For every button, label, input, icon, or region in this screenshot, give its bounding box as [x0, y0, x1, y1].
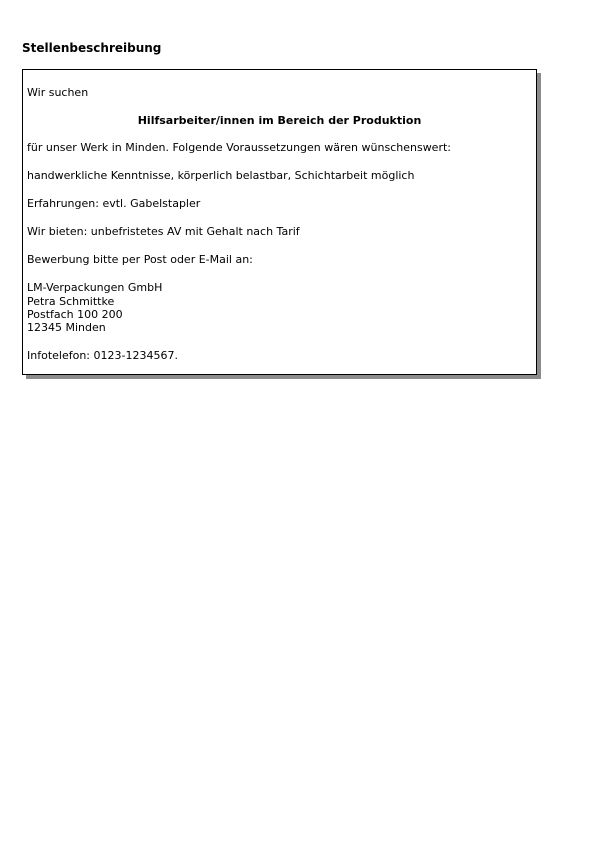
address-contact: Petra Schmittke [27, 295, 115, 308]
offer-text: Wir bieten: unbefristetes AV mit Gehalt nach Tarif [27, 225, 300, 238]
address-company: LM-Verpackungen GmbH [27, 281, 163, 294]
location-text: für unser Werk in Minden. Folgende Voraussetzungen wären wünschenswert: [27, 141, 451, 154]
apply-text: Bewerbung bitte per Post oder E-Mail an: [27, 253, 253, 266]
requirements-text: handwerkliche Kenntnisse, körperlich belastbar, Schichtarbeit möglich [27, 169, 415, 182]
page-title: Stellenbeschreibung [22, 41, 162, 55]
position-title: Hilfsarbeiter/innen im Bereich der Produktion [137, 114, 422, 127]
phone-text: Infotelefon: 0123-1234567. [27, 349, 178, 362]
address-postbox: Postfach 100 200 [27, 308, 123, 321]
job-posting-box [22, 69, 537, 375]
intro-text: Wir suchen [27, 86, 89, 99]
address-city: 12345 Minden [27, 321, 106, 334]
experience-text: Erfahrungen: evtl. Gabelstapler [27, 197, 201, 210]
